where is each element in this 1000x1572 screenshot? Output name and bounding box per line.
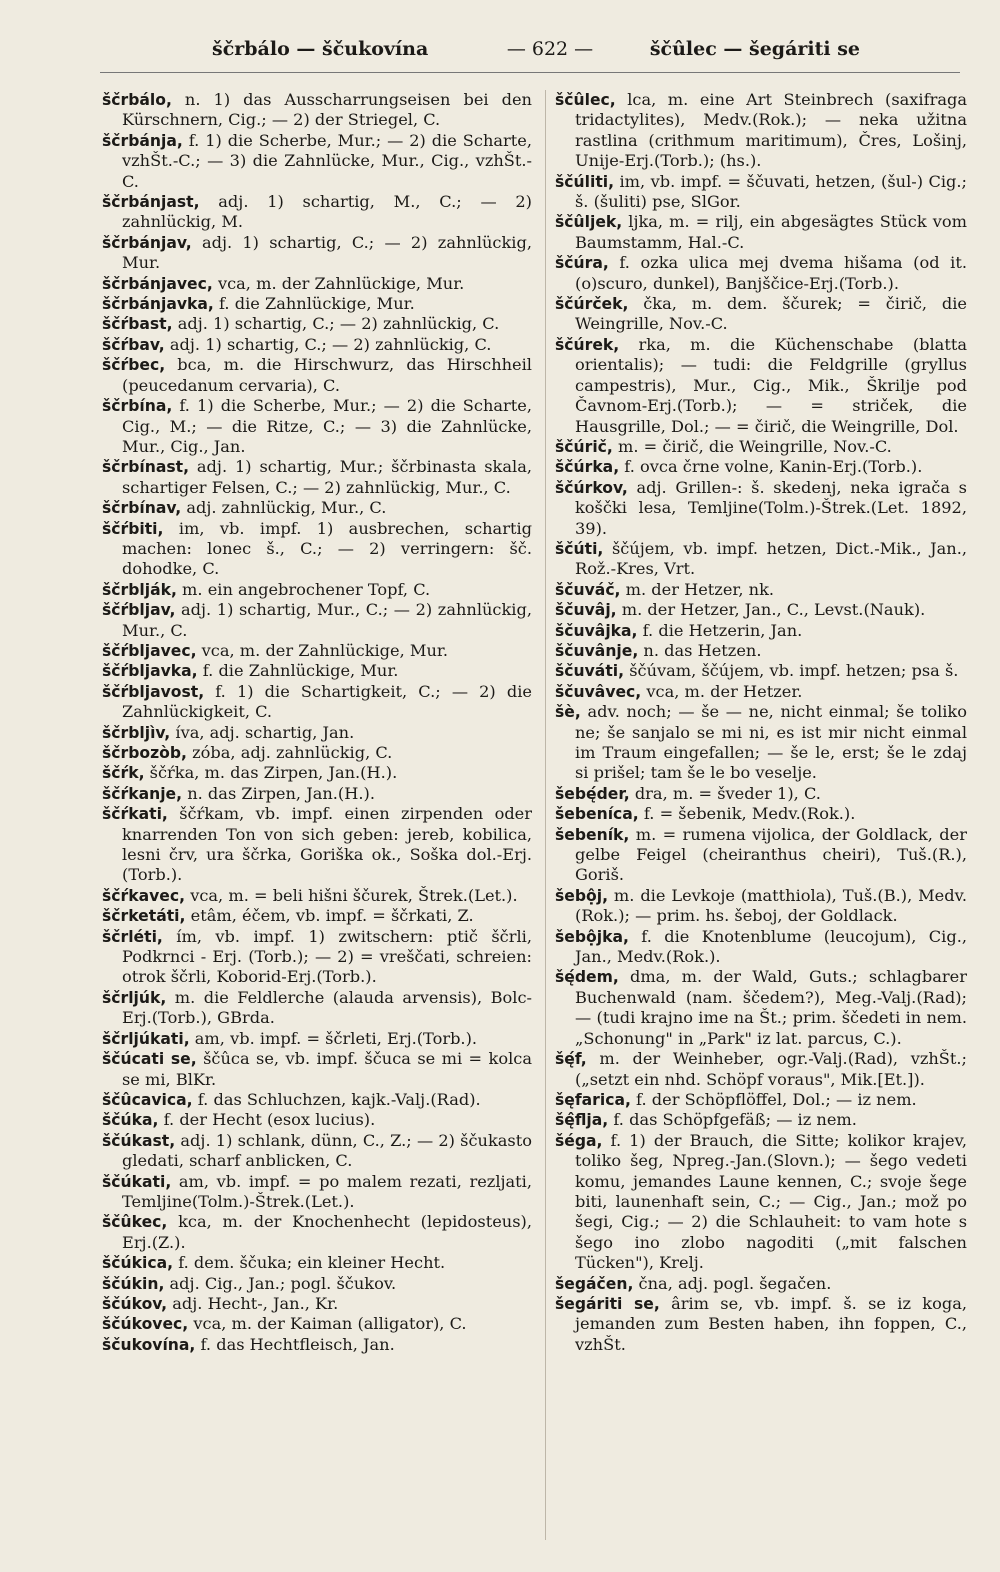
dictionary-entry: [555, 457, 967, 477]
entry-definition: adj. Cig., Jan.; pogl. ščukov.: [169, 1273, 397, 1293]
entry-definition: ščújem, vb. impf. hetzen, Dict.-Mik., Jan., Rož.-Kres, Vrt.: [575, 538, 967, 579]
entry-headword: ščúrkov,: [555, 478, 628, 497]
dictionary-entry: [102, 314, 532, 334]
entry-definition: adj. 1) schlank, dünn, C., Z.; — 2) ščukasto gledati, scharf anblicken, C.: [122, 1130, 532, 1171]
entry-definition: f. 1) die Scherbe, Mur.; — 2) die Scharte, Cig., M.; — die Ritze, C.; — 3) die Zahnlücke, Mur., Cig., Jan.: [122, 396, 532, 456]
entry-headword: ščrljúk,: [102, 988, 167, 1007]
dictionary-entry: [555, 804, 967, 824]
dictionary-entry: [102, 723, 532, 743]
dictionary-entry: [102, 457, 532, 498]
entry-headword: ščukovína,: [102, 1335, 196, 1354]
dictionary-entry: [102, 519, 532, 580]
entry-definition: f. ovca črne volne, Kanin-Erj.(Torb.).: [624, 457, 923, 477]
entry-definition: f. die Hetzerin, Jan.: [642, 620, 803, 640]
entry-definition: f. das Schöpfgefäß; — iz nem.: [613, 1110, 857, 1130]
entry-headword: šebộjka,: [555, 927, 629, 946]
entry-headword: ščŕk,: [102, 764, 145, 783]
dictionary-entry: [102, 1110, 532, 1130]
entry-definition: vca, m. der Zahnlückige, Mur.: [201, 640, 449, 660]
dictionary-entry: [102, 804, 532, 886]
dictionary-entry: [555, 335, 967, 437]
entry-headword: ščrbljìv,: [102, 723, 171, 742]
entry-definition: m. ein angebrochener Topf, C.: [182, 579, 431, 599]
column-divider: [545, 90, 546, 1540]
dictionary-entry: [102, 1029, 532, 1049]
dictionary-entry: [102, 1314, 532, 1334]
entry-headword: šę̂flja,: [555, 1111, 609, 1130]
dictionary-entry: [555, 253, 967, 294]
entry-headword: ščrbánjav,: [102, 233, 192, 252]
dictionary-entry: [555, 1274, 967, 1294]
entry-headword: šebeník,: [555, 825, 630, 844]
entry-definition: f. ozka ulica mej dvema hišama (od it. (o)scuro, dunkel), Banjščice-Erj.(Torb.).: [575, 253, 967, 293]
dictionary-entry: [102, 90, 532, 131]
entry-definition: m. = rumena vijolica, der Goldlack, der gelbe Feigel (cheiranthus cheiri), Tuš.(R.), Goriš.: [575, 824, 967, 885]
dictionary-entry: [102, 498, 532, 518]
entry-headword: ščûkec,: [102, 1213, 168, 1232]
entry-headword: šę́dem,: [555, 968, 619, 987]
entry-headword: ščúcati se,: [102, 1050, 197, 1069]
entry-definition: f. die Knotenblume (leucojum), Cig., Jan., Medv.(Rok.).: [575, 926, 967, 967]
entry-headword: šegáčen,: [555, 1274, 634, 1293]
entry-headword: šegáriti se,: [555, 1294, 660, 1313]
header-rule: [100, 72, 960, 73]
dictionary-entry: [555, 825, 967, 886]
dictionary-entry: [102, 641, 532, 661]
entry-definition: dma, m. der Wald, Guts.; schlagbarer Buchenwald (nam. ščedem?), Meg.-Valj.(Rad); — (tudi krajno ime na Št.; prim. ščedeti in nem. „Schonung" in „Park" iz lat. parcus, C.).: [575, 967, 967, 1048]
entry-headword: ščrbánjavec,: [102, 274, 213, 293]
entry-headword: ščúkati,: [102, 1172, 172, 1191]
entry-headword: šę́f,: [555, 1050, 587, 1069]
entry-headword: ščrblják,: [102, 580, 177, 599]
entry-headword: šéga,: [555, 1131, 603, 1150]
entry-headword: šęfarica,: [555, 1090, 631, 1109]
entry-definition: adj. 1) schartig, C.; — 2) zahnlückig, C.: [177, 314, 500, 334]
entry-headword: ščrbánjavka,: [102, 295, 214, 314]
entry-headword: ščŕkavec,: [102, 886, 186, 905]
entry-headword: ščrbína,: [102, 397, 173, 416]
dictionary-entry: [555, 580, 967, 600]
entry-definition: ím, vb. impf. 1) zwitschern: ptič ščrli, Podkrnci - Erj. (Torb.); — 2) = vreščati, schreien: otrok ščrli, Koborid-Erj.(Torb.).: [122, 926, 532, 987]
entry-definition: čna, adj. pogl. šegačen.: [638, 1273, 832, 1293]
entry-definition: f. das Schluchzen, kajk.-Valj.(Rad).: [197, 1089, 481, 1109]
entry-headword: ščúti,: [555, 539, 604, 558]
entry-definition: ščŕka, m. das Zirpen, Jan.(H.).: [149, 763, 398, 783]
entry-headword: ščŕbiti,: [102, 519, 164, 538]
entry-headword: ščúra,: [555, 254, 609, 273]
entry-headword: ščrljúkati,: [102, 1029, 190, 1048]
dictionary-entry: [102, 1212, 532, 1253]
dictionary-entry: [102, 763, 532, 783]
header-right-guidewords: ščûlec — šegáriti se: [649, 38, 860, 60]
entry-headword: ščuváti,: [555, 662, 625, 681]
entry-definition: bca, m. die Hirschwurz, das Hirschheil (peucedanum cervaria), C.: [122, 355, 532, 395]
entry-headword: ščuvâj,: [555, 601, 617, 620]
entry-definition: am, vb. impf. = ščrleti, Erj.(Torb.).: [194, 1028, 478, 1048]
dictionary-entry: [555, 661, 967, 681]
dictionary-entry: [102, 743, 532, 763]
entry-headword: ščrbozòb,: [102, 744, 187, 762]
entry-definition: čka, m. dem. ščurek; = čirič, die Weingrille, Nov.-C.: [575, 294, 967, 334]
entry-definition: ščúvam, ščújem, vb. impf. hetzen; psa š.: [629, 661, 959, 681]
entry-definition: vca, m. = beli hišni ščurek, Štrek.(Let.).: [190, 885, 518, 905]
header-left-guidewords: ščrbálo — ščukovína: [212, 38, 429, 60]
dictionary-entry: [555, 702, 967, 784]
entry-definition: im, vb. impf. 1) ausbrechen, schartig machen: lonec š., C.; — 2) verringern: šč. dohodke, C.: [122, 518, 532, 579]
entry-definition: f. 1) die Scherbe, Mur.; — 2) die Scharte, vzhŠt.-C.; — 3) die Zahnlücke, Mur., Cig., vzhŠt.-C.: [122, 130, 532, 191]
dictionary-entry: [102, 1049, 532, 1090]
entry-definition: f. 1) die Schartigkeit, C.; — 2) die Zahnlückigkeit, C.: [122, 681, 532, 722]
dictionary-entry: [102, 396, 532, 457]
entry-definition: vca, m. der Hetzer.: [646, 681, 803, 701]
dictionary-entry: [102, 906, 532, 926]
entry-definition: m. der Hetzer, Jan., C., Levst.(Nauk).: [621, 600, 926, 620]
dictionary-entry: [102, 886, 532, 906]
entry-definition: n. das Zirpen, Jan.(H.).: [187, 783, 375, 803]
entry-headword: ščŕbast,: [102, 315, 173, 334]
dictionary-entry: [102, 355, 532, 396]
dictionary-entry: [102, 580, 532, 600]
entry-headword: ščŕbljavost,: [102, 682, 205, 701]
entry-definition: kca, m. der Knochenhecht (lepidosteus), Erj.(Z.).: [122, 1212, 532, 1252]
entry-definition: dra, m. = šveder 1), C.: [634, 783, 821, 803]
dictionary-entry: [102, 927, 532, 988]
entry-definition: m. = čirič, die Weingrille, Nov.-C.: [618, 436, 892, 456]
entry-headword: šebộj,: [555, 886, 609, 905]
entry-definition: n. 1) das Ausscharrungseisen bei den Kürschnern, Cig.; — 2) der Striegel, C.: [122, 90, 532, 130]
entry-headword: ščúkast,: [102, 1131, 176, 1150]
entry-definition: adj. 1) schartig, Mur., C.; — 2) zahnlückig, Mur., C.: [122, 600, 532, 640]
entry-headword: šè,: [555, 703, 581, 722]
dictionary-entry: [102, 784, 532, 804]
dictionary-entry: [555, 1090, 967, 1110]
entry-headword: ščŕbljav,: [102, 601, 176, 620]
dictionary-entry: [102, 988, 532, 1029]
entry-definition: vca, m. der Zahnlückige, Mur.: [217, 273, 465, 293]
entry-definition: zóba, adj. zahnlückig, C.: [192, 743, 393, 762]
entry-definition: rka, m. die Küchenschabe (blatta orientalis); — tudi: die Feldgrille (gryllus campestris), Mur., Cig., Mik., Škrilje pod Čavnom-Erj.(Torb.); — = striček, die Hausgrille, Dol.; — = čirič, die Weingrille, Dol.: [575, 334, 967, 436]
dictionary-entry: [102, 274, 532, 294]
dictionary-entry: [102, 1274, 532, 1294]
dictionary-entry: [555, 294, 967, 335]
dictionary-entry: [102, 1253, 532, 1273]
entry-headword: ščúkovec,: [102, 1315, 189, 1334]
entry-definition: f. dem. ščuka; ein kleiner Hecht.: [178, 1253, 446, 1273]
entry-definition: f. die Zahnlückige, Mur.: [202, 661, 399, 681]
entry-definition: adj. 1) schartig, Mur.; ščrbinasta skala, schartiger Felsen, C.; — 2) zahnlückig, Mur., C.: [122, 457, 532, 497]
entry-headword: ščŕbav,: [102, 335, 165, 354]
entry-headword: ščrbánjast,: [102, 193, 200, 212]
dictionary-entry: [555, 1049, 967, 1090]
dictionary-entry: [102, 1335, 532, 1355]
entry-definition: etâm, éčem, vb. impf. = ščrkati, Z.: [190, 906, 474, 926]
entry-headword: ščŕkati,: [102, 805, 168, 824]
entry-definition: adj. Hecht-, Jan., Kr.: [172, 1293, 339, 1313]
dictionary-entry: [555, 1294, 967, 1355]
entry-headword: ščûljek,: [555, 213, 623, 232]
entry-definition: f. = šebenik, Medv.(Rok.).: [643, 804, 856, 824]
dictionary-entry: [555, 927, 967, 968]
entry-definition: m. die Feldlerche (alauda arvensis), Bolc-Erj.(Torb.), GBrda.: [122, 987, 532, 1028]
entry-definition: adj. 1) schartig, C.; — 2) zahnlückig, C.: [169, 334, 492, 354]
page-number: — 622 —: [506, 38, 594, 60]
dictionary-entry: [102, 661, 532, 681]
right-column: [555, 90, 967, 1355]
entry-definition: f. der Schöpflöffel, Dol.; — iz nem.: [636, 1089, 917, 1109]
entry-headword: ščúrka,: [555, 458, 620, 477]
dictionary-entry: [555, 539, 967, 580]
dictionary-entry: [555, 784, 967, 804]
entry-definition: vca, m. der Kaiman (alligator), C.: [193, 1314, 467, 1334]
dictionary-entry: [555, 437, 967, 457]
dictionary-entry: [555, 1110, 967, 1130]
dictionary-entry: [102, 682, 532, 723]
entry-headword: ščŕbljavec,: [102, 641, 197, 660]
dictionary-entry: [102, 192, 532, 233]
dictionary-entry: [102, 1172, 532, 1213]
entry-definition: m. der Weinheber, ogr.-Valj.(Rad), vzhŠt.; („setzt ein nhd. Schöpf voraus", Mik.[Et.]).: [575, 1049, 967, 1089]
entry-definition: f. der Hecht (esox lucius).: [163, 1110, 376, 1130]
entry-headword: ščrléti,: [102, 927, 163, 946]
entry-headword: ščŕbec,: [102, 356, 166, 375]
entry-definition: ščûca se, vb. impf. ščuca se mi = kolca se mi, BlKr.: [122, 1049, 532, 1089]
entry-definition: íva, adj. schartig, Jan.: [175, 722, 355, 742]
entry-headword: ščúkov,: [102, 1294, 168, 1313]
dictionary-entry: [555, 682, 967, 702]
dictionary-entry: [555, 621, 967, 641]
dictionary-entry: [102, 1090, 532, 1110]
entry-definition: m. die Levkoje (matthiola), Tuš.(B.), Medv.(Rok.); — prim. hs. šeboj, der Goldlack.: [575, 885, 967, 926]
entry-definition: ârim se, vb. impf. š. se iz koga, jemanden zum Besten haben, ihn foppen, C., vzhŠt.: [575, 1293, 967, 1354]
entry-headword: ščúkin,: [102, 1274, 165, 1293]
entry-headword: ščúka,: [102, 1111, 159, 1130]
page-header: [100, 38, 900, 66]
entry-headword: ščúliti,: [555, 172, 615, 191]
dictionary-entry: [555, 967, 967, 1049]
entry-headword: ščuváč,: [555, 580, 621, 599]
entry-headword: ščrbánja,: [102, 131, 183, 150]
entry-definition: adj. Grillen-: š. skedenj, neka igrača s koščki lesa, Temljine(Tolm.)-Štrek.(Let. 1892, 39).: [575, 477, 967, 538]
entry-definition: f. die Zahnlückige, Mur.: [219, 294, 415, 314]
entry-headword: ščûlec,: [555, 91, 616, 109]
entry-headword: ščrbínast,: [102, 458, 190, 477]
entry-headword: ščúrek,: [555, 335, 620, 354]
entry-definition: f. 1) der Brauch, die Sitte; kolikor krajev, toliko šeg, Npreg.-Jan.(Slovn.); — šego vedeti komu, jemandes Laune kennen, C.; svoje šege biti, launenhaft sein, C.; — Cig., Jan.; mož po šegi, Cig.; — 2) die Schlauheit: to vam hote s šego ino zlobo nagoditi („mit falschen Tücken"), Krelj.: [575, 1130, 967, 1273]
entry-definition: n. das Hetzen.: [643, 640, 762, 660]
dictionary-entry: [555, 1131, 967, 1274]
entry-definition: adv. noch; — še — ne, nicht einmal; še toliko ne; še sanjalo se mi ni, es ist mir nicht einmal im Traum eingefallen; — še le, erst; še le zdaj si prišel; tam še le bo veselje.: [575, 702, 967, 783]
entry-definition: im, vb. impf. = ščuvati, hetzen, (šul-) Cig.; š. (šuliti) pse, SlGor.: [575, 171, 967, 212]
dictionary-entry: [555, 478, 967, 539]
dictionary-entry: [102, 294, 532, 314]
entry-definition: adj. zahnlückig, Mur., C.: [186, 498, 387, 518]
dictionary-entry: [102, 600, 532, 641]
entry-headword: ščŕkanje,: [102, 784, 183, 803]
dictionary-entry: [102, 1294, 532, 1314]
entry-headword: ščrbálo,: [102, 91, 172, 109]
dictionary-entry: [102, 1131, 532, 1172]
dictionary-entry: [555, 212, 967, 253]
entry-definition: ljka, m. = rilj, ein abgesägtes Stück vom Baumstamm, Hal.-C.: [575, 212, 967, 252]
entry-headword: šebę́der,: [555, 784, 630, 803]
left-column: [102, 90, 532, 1355]
dictionary-entry: [555, 600, 967, 620]
entry-headword: ščŕbljavka,: [102, 662, 198, 681]
dictionary-entry: [555, 90, 967, 172]
dictionary-entry: [102, 335, 532, 355]
entry-headword: ščûcavica,: [102, 1090, 193, 1109]
entry-headword: ščrbínav,: [102, 499, 182, 518]
dictionary-entry: [555, 886, 967, 927]
entry-headword: ščuvânje,: [555, 641, 639, 660]
entry-headword: ščuvâvec,: [555, 682, 642, 701]
entry-headword: ščúkica,: [102, 1254, 174, 1273]
dictionary-entry: [102, 131, 532, 192]
entry-definition: m. der Hetzer, nk.: [625, 579, 775, 599]
entry-definition: ščŕkam, vb. impf. einen zirpenden oder knarrenden Ton von sich geben: jereb, kobilica, lesni črv, ura ščrka, Goriška ok., Soška dol.-Erj.(Torb.).: [122, 804, 532, 885]
entry-definition: f. das Hechtfleisch, Jan.: [200, 1334, 395, 1354]
entry-definition: adj. 1) schartig, C.; — 2) zahnlückig, Mur.: [122, 232, 532, 273]
entry-headword: ščuvâjka,: [555, 621, 638, 640]
entry-definition: am, vb. impf. = po malem rezati, rezljati, Temljine(Tolm.)-Štrek.(Let.).: [122, 1171, 532, 1211]
dictionary-entry: [555, 641, 967, 661]
entry-headword: ščrketáti,: [102, 907, 186, 926]
dictionary-entry: [555, 172, 967, 213]
entry-headword: ščúrček,: [555, 295, 629, 314]
entry-headword: ščúrič,: [555, 437, 613, 456]
dictionary-entry: [102, 233, 532, 274]
entry-definition: adj. 1) schartig, M., C.; — 2) zahnlückig, M.: [122, 192, 532, 232]
entry-headword: šebeníca,: [555, 805, 639, 824]
entry-definition: lca, m. eine Art Steinbrech (saxifraga tridactylites), Medv.(Rok.); — neka užitna rastlina (crithmum maritimum), Čres, Lošinj, Unije-Erj.(Torb.); (hs.).: [575, 90, 967, 171]
